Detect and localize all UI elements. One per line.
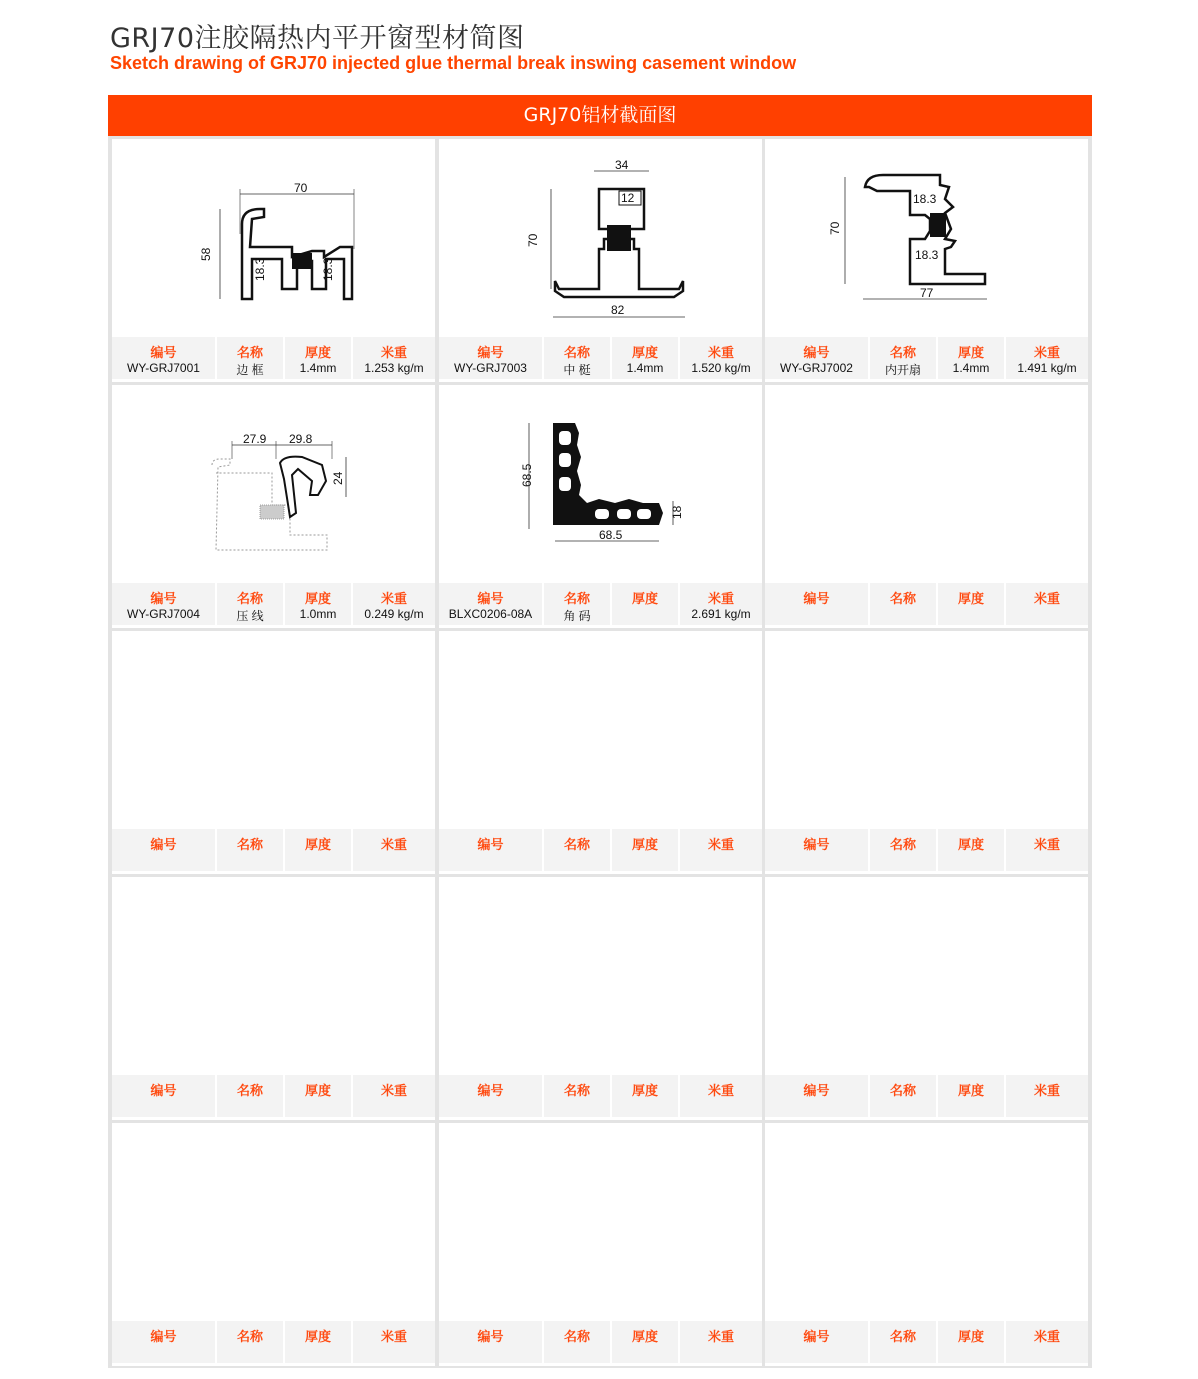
dim-height: 70 [828, 221, 842, 235]
profile-cell [439, 631, 762, 874]
profile-cell [112, 877, 435, 1120]
thickness-value: 1.0mm [299, 607, 337, 621]
spec-code [439, 829, 542, 871]
spec-name [870, 1075, 936, 1117]
dim-left: 27.9 [243, 432, 267, 446]
dim-horizontal: 68.5 [599, 528, 623, 542]
spec-row [765, 1075, 1088, 1117]
spec-code [765, 829, 868, 871]
spec-row [439, 829, 762, 871]
thickness-label: 厚度 [304, 1084, 331, 1099]
spec-row [439, 583, 762, 625]
code-value: WY-GRJ7003 [454, 361, 527, 375]
dim-height: 24 [331, 471, 345, 485]
spec-thickness [285, 829, 351, 871]
thickness-label: 厚度 [631, 1330, 658, 1345]
code-label: 编号 [803, 1330, 830, 1345]
code-label: 编号 [477, 1330, 504, 1345]
profile-cell [765, 631, 1088, 874]
drawing-area [112, 1123, 435, 1321]
dim-thickness: 18 [670, 505, 684, 519]
name-label: 名称 [236, 1084, 263, 1099]
spec-weight [353, 337, 435, 379]
name-value: 中 梃 [563, 363, 591, 377]
drawing-area [112, 139, 435, 337]
spec-weight [680, 829, 762, 871]
profile-cell [765, 139, 1088, 382]
name-label: 名称 [236, 838, 263, 853]
thickness-label: 厚度 [631, 1084, 658, 1099]
spec-code [112, 337, 215, 379]
weight-label: 米重 [707, 838, 734, 853]
name-label: 名称 [563, 838, 590, 853]
thickness-label: 厚度 [957, 1330, 984, 1345]
drawing-area [439, 385, 762, 583]
spec-code [439, 583, 542, 625]
spec-thickness [285, 1075, 351, 1117]
weight-label: 米重 [707, 346, 734, 361]
spec-weight [353, 583, 435, 625]
code-label: 编号 [150, 838, 177, 853]
dim-height: 70 [526, 233, 540, 247]
profile-cell [765, 877, 1088, 1120]
spec-code [112, 1321, 215, 1363]
page-subtitle: Sketch drawing of GRJ70 injected glue thermal break inswing casement window [110, 53, 797, 73]
name-label: 名称 [563, 346, 590, 361]
spec-weight [353, 1075, 435, 1117]
profile-cell [112, 631, 435, 874]
code-value: BLXC0206-08A [448, 607, 533, 621]
drawing-area [439, 631, 762, 829]
thickness-label: 厚度 [304, 838, 331, 853]
spec-weight [1006, 1075, 1088, 1117]
weight-label: 米重 [1033, 1330, 1060, 1345]
spec-code [439, 1321, 542, 1363]
drawing-area [765, 631, 1088, 829]
code-label: 编号 [150, 592, 177, 607]
drawing-area [765, 385, 1088, 583]
spec-row [439, 1321, 762, 1363]
spec-row [112, 1075, 435, 1117]
weight-label: 米重 [1033, 1084, 1060, 1099]
weight-label: 米重 [1033, 346, 1060, 361]
spec-name [544, 829, 610, 871]
spec-name [544, 1321, 610, 1363]
profile-cell [439, 139, 762, 382]
dim-lower-chamber: 18.3 [915, 248, 939, 262]
spec-row [112, 583, 435, 625]
code-label: 编号 [803, 1084, 830, 1099]
name-label: 名称 [236, 1330, 263, 1345]
code-value: WY-GRJ7004 [127, 607, 200, 621]
spec-name [544, 337, 610, 379]
profile-drawing-frame [112, 139, 436, 337]
spec-thickness [612, 829, 678, 871]
name-value: 内开扇 [884, 363, 921, 377]
name-label: 名称 [236, 592, 263, 607]
weight-label: 米重 [707, 1084, 734, 1099]
code-value: WY-GRJ7001 [127, 361, 200, 375]
thickness-label: 厚度 [631, 838, 658, 853]
profile-grid [108, 136, 1092, 1368]
spec-name [870, 337, 936, 379]
name-label: 名称 [563, 1330, 590, 1345]
spec-thickness [938, 829, 1004, 871]
profile-cell [765, 385, 1088, 628]
dim-top-width: 34 [615, 158, 629, 172]
profile-drawing-bead [112, 385, 436, 583]
name-value: 边 框 [236, 363, 264, 377]
spec-code [765, 337, 868, 379]
spec-weight [1006, 1321, 1088, 1363]
profile-cell [112, 385, 435, 628]
spec-weight [1006, 829, 1088, 871]
spec-row [439, 337, 762, 379]
code-label: 编号 [803, 838, 830, 853]
spec-name [870, 583, 936, 625]
weight-label: 米重 [380, 346, 407, 361]
spec-name [217, 1075, 283, 1117]
thickness-label: 厚度 [957, 1084, 984, 1099]
thickness-label: 厚度 [957, 592, 984, 607]
spec-thickness [612, 1321, 678, 1363]
code-label: 编号 [477, 838, 504, 853]
spec-weight [1006, 583, 1088, 625]
spec-code [112, 829, 215, 871]
spec-weight [680, 337, 762, 379]
spec-weight [680, 1321, 762, 1363]
spec-code [765, 1075, 868, 1117]
name-label: 名称 [563, 592, 590, 607]
name-label: 名称 [563, 1084, 590, 1099]
spec-row [112, 1321, 435, 1363]
profile-drawing-corner [439, 385, 763, 583]
weight-label: 米重 [1033, 592, 1060, 607]
section-banner: GRJ70铝材截面图 [108, 95, 1092, 136]
code-label: 编号 [150, 1084, 177, 1099]
name-value: 压 线 [236, 609, 264, 623]
name-label: 名称 [236, 346, 263, 361]
spec-name [217, 583, 283, 625]
spec-code [112, 583, 215, 625]
spec-name [870, 829, 936, 871]
name-label: 名称 [889, 1084, 916, 1099]
dim-chamber-left: 18.3 [253, 257, 267, 281]
spec-name [544, 1075, 610, 1117]
spec-row [765, 583, 1088, 625]
code-label: 编号 [803, 346, 830, 361]
code-label: 编号 [477, 592, 504, 607]
name-label: 名称 [889, 592, 916, 607]
spec-weight [353, 1321, 435, 1363]
spec-row [112, 829, 435, 871]
code-value: WY-GRJ7002 [780, 361, 853, 375]
profile-cell [112, 139, 435, 382]
weight-label: 米重 [380, 1330, 407, 1345]
spec-thickness [938, 1321, 1004, 1363]
profile-cell [439, 877, 762, 1120]
spec-name [217, 829, 283, 871]
name-label: 名称 [889, 838, 916, 853]
dim-upper-chamber: 18.3 [913, 192, 937, 206]
spec-code [112, 1075, 215, 1117]
drawing-area [765, 139, 1088, 337]
weight-label: 米重 [380, 1084, 407, 1099]
spec-thickness [938, 1075, 1004, 1117]
spec-weight [353, 829, 435, 871]
weight-value: 1.520 kg/m [691, 361, 751, 375]
spec-thickness [285, 337, 351, 379]
thickness-label: 厚度 [304, 346, 331, 361]
spec-weight [1006, 337, 1088, 379]
thickness-value: 1.4mm [626, 361, 664, 375]
spec-row [439, 1075, 762, 1117]
profile-cell [112, 1123, 435, 1366]
profile-cell [765, 1123, 1088, 1366]
code-label: 编号 [150, 346, 177, 361]
spec-thickness [938, 337, 1004, 379]
thickness-value: 1.4mm [952, 361, 990, 375]
code-label: 编号 [150, 1330, 177, 1345]
drawing-area [439, 1123, 762, 1321]
spec-code [765, 1321, 868, 1363]
weight-label: 米重 [1033, 838, 1060, 853]
spec-code [439, 1075, 542, 1117]
spec-name [870, 1321, 936, 1363]
spec-row [765, 1321, 1088, 1363]
spec-code [439, 337, 542, 379]
thickness-label: 厚度 [631, 592, 658, 607]
spec-row [765, 829, 1088, 871]
profile-drawing-mullion [439, 139, 763, 337]
drawing-area [112, 631, 435, 829]
thickness-label: 厚度 [304, 592, 331, 607]
dim-height: 58 [199, 247, 213, 261]
weight-value: 0.249 kg/m [364, 607, 424, 621]
spec-thickness [612, 337, 678, 379]
spec-name [217, 337, 283, 379]
thickness-label: 厚度 [631, 346, 658, 361]
drawing-area [439, 139, 762, 337]
drawing-area [765, 1123, 1088, 1321]
profile-drawing-sash [765, 139, 1089, 337]
weight-label: 米重 [707, 592, 734, 607]
spec-row [765, 337, 1088, 379]
dim-vertical: 68.5 [520, 463, 534, 487]
spec-row [112, 337, 435, 379]
weight-value: 1.491 kg/m [1017, 361, 1077, 375]
profile-cell [439, 385, 762, 628]
drawing-area [112, 877, 435, 1075]
spec-thickness [285, 1321, 351, 1363]
name-value: 角 码 [563, 609, 591, 623]
spec-weight [680, 1075, 762, 1117]
weight-label: 米重 [380, 838, 407, 853]
spec-thickness [285, 583, 351, 625]
spec-name [217, 1321, 283, 1363]
name-label: 名称 [889, 346, 916, 361]
spec-thickness [612, 583, 678, 625]
weight-label: 米重 [707, 1330, 734, 1345]
code-label: 编号 [803, 592, 830, 607]
spec-weight [680, 583, 762, 625]
spec-name [544, 583, 610, 625]
thickness-label: 厚度 [957, 346, 984, 361]
dim-chamber-right: 18.3 [321, 257, 335, 281]
thickness-label: 厚度 [957, 838, 984, 853]
profile-cell [439, 1123, 762, 1366]
page-title: GRJ70注胶隔热内平开窗型材简图 [110, 23, 525, 54]
weight-value: 2.691 kg/m [691, 607, 751, 621]
spec-thickness [612, 1075, 678, 1117]
code-label: 编号 [477, 1084, 504, 1099]
dim-width: 77 [920, 286, 934, 300]
weight-label: 米重 [380, 592, 407, 607]
code-label: 编号 [477, 346, 504, 361]
thickness-value: 1.4mm [299, 361, 337, 375]
name-label: 名称 [889, 1330, 916, 1345]
drawing-area [765, 877, 1088, 1075]
dim-inner: 12 [621, 191, 635, 205]
spec-thickness [938, 583, 1004, 625]
dim-width: 70 [294, 181, 308, 195]
spec-code [765, 583, 868, 625]
dim-bottom-width: 82 [611, 303, 625, 317]
dim-right: 29.8 [289, 432, 313, 446]
weight-value: 1.253 kg/m [364, 361, 424, 375]
thickness-label: 厚度 [304, 1330, 331, 1345]
drawing-area [112, 385, 435, 583]
drawing-area [439, 877, 762, 1075]
